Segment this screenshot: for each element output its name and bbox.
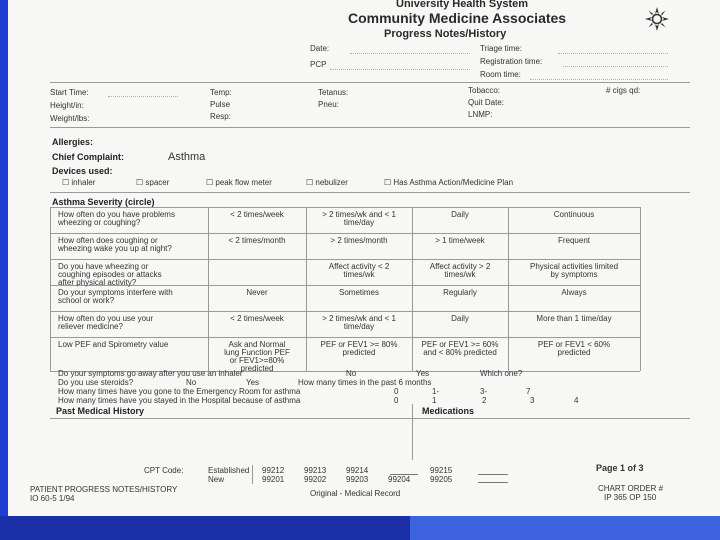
cpt-label: CPT Code:: [144, 466, 184, 475]
severity-option[interactable]: Sometimes: [338, 288, 380, 297]
severity-question: How often do you have problems: [58, 210, 175, 219]
followup-q1-yes: Yes: [416, 369, 430, 378]
severity-question: wheezing or coughing?: [58, 218, 141, 227]
cpt-new-label: New: [208, 475, 225, 484]
followup-q4-opt-1: 1: [432, 396, 437, 405]
severity-option[interactable]: More than 1 time/day: [536, 314, 612, 323]
severity-option[interactable]: Ask and Normal: [228, 340, 286, 349]
form-code: IO 60-5 1/94: [30, 494, 75, 503]
followup-q2-no: No: [186, 378, 197, 387]
weight-label: Weight/lbs:: [50, 114, 90, 123]
severity-option[interactable]: Regularly: [443, 288, 477, 297]
devices-label: Devices used:: [52, 166, 113, 176]
device-action-plan: ☐ Has Asthma Action/Medicine Plan: [384, 178, 514, 187]
cpt-est-0: 99212: [262, 466, 285, 475]
severity-col-line: [306, 207, 307, 371]
cpt-new-3: 99204: [388, 475, 411, 484]
severity-option[interactable]: by symptoms: [550, 270, 598, 279]
scanned-document: [8, 0, 720, 516]
cpt-est-1: 99213: [304, 466, 327, 475]
followup-q3-opt-0: 0: [394, 387, 399, 396]
resp-label: Resp:: [210, 112, 231, 121]
left-accent-bar: [0, 0, 8, 540]
cpt-new-2: 99203: [346, 475, 369, 484]
severity-option[interactable]: Continuous: [553, 210, 595, 219]
severity-option[interactable]: Daily: [451, 210, 469, 219]
device-inhaler: ☐ inhaler: [62, 178, 96, 187]
chief-complaint-label: Chief Complaint:: [52, 152, 124, 162]
followup-q2-count: How many times in the past 6 months: [298, 378, 432, 387]
system-name: University Health System: [396, 0, 529, 10]
severity-option[interactable]: Affect activity > 2: [429, 262, 491, 271]
date-label: Date:: [310, 44, 330, 53]
temp-label: Temp:: [210, 88, 232, 97]
medications-label: Medications: [422, 406, 475, 416]
past-medical-history-label: Past Medical History: [56, 406, 145, 416]
followup-q3-opt-2: 3-: [480, 387, 488, 396]
severity-option[interactable]: and < 80% predicted: [423, 348, 497, 357]
bottom-band: [0, 516, 720, 540]
severity-question: Low PEF and Spirometry value: [58, 340, 169, 349]
bottom-band-light: [410, 516, 720, 540]
tetanus-label: Tetanus:: [318, 88, 349, 97]
followup-q3-opt-1: 1-: [432, 387, 440, 396]
severity-question: reliever medicine?: [58, 322, 123, 331]
severity-option[interactable]: Frequent: [557, 236, 591, 245]
severity-col-line: [208, 207, 209, 371]
cpt-est-2: 99214: [346, 466, 369, 475]
quit-date-label: Quit Date:: [468, 98, 505, 107]
form-title: Progress Notes/History: [384, 28, 507, 40]
followup-q4-opt-4: 4: [574, 396, 579, 405]
severity-question: Do you have wheezing or: [58, 262, 149, 271]
severity-question: How often do you use your: [58, 314, 154, 323]
severity-option[interactable]: or FEV1>=80%: [229, 356, 285, 365]
severity-option[interactable]: times/wk: [343, 270, 375, 279]
tobacco-label: Tobacco:: [468, 86, 501, 95]
org-name: Community Medicine Associates: [348, 10, 567, 26]
room-time-label: Room time:: [480, 70, 521, 79]
severity-option[interactable]: PEF or FEV1 >= 80%: [320, 340, 398, 349]
star-logo-icon: [644, 6, 670, 32]
severity-option[interactable]: predicted: [240, 364, 274, 373]
severity-option[interactable]: Affect activity < 2: [328, 262, 390, 271]
severity-question: wheezing wake you up at night?: [58, 244, 172, 253]
followup-q3-opt-3: 7: [526, 387, 531, 396]
followup-q1-no: No: [346, 369, 357, 378]
severity-question: coughing episodes or attacks: [58, 270, 162, 279]
severity-option[interactable]: PEF or FEV1 >= 60%: [421, 340, 499, 349]
severity-option[interactable]: predicted: [557, 348, 591, 357]
triage-time-label: Triage time:: [480, 44, 522, 53]
followup-q1: Do your symptoms go away after you use an inhaler: [58, 369, 243, 378]
page-number: Page 1 of 3: [596, 463, 644, 473]
form-footer-title: PATIENT PROGRESS NOTES/HISTORY: [30, 485, 178, 494]
severity-row-line: [50, 285, 640, 286]
followup-q1-which: Which one?: [480, 369, 523, 378]
severity-option[interactable]: lung Function PEF: [224, 348, 290, 357]
severity-option[interactable]: PEF or FEV1 < 60%: [537, 340, 611, 349]
severity-option[interactable]: Always: [561, 288, 587, 297]
followup-q4-opt-2: 2: [482, 396, 487, 405]
start-time-label: Start Time:: [50, 88, 89, 97]
severity-row-line: [50, 233, 640, 234]
chart-order-label: CHART ORDER #: [598, 484, 664, 493]
severity-option[interactable]: > 2 times/wk and < 1: [322, 210, 396, 219]
cpt-new-4: 99205: [430, 475, 453, 484]
followup-q4-opt-3: 3: [530, 396, 535, 405]
severity-col-line: [508, 207, 509, 371]
severity-title: Asthma Severity (circle): [52, 197, 155, 207]
bottom-band-dark: [0, 516, 410, 540]
followup-q4-opt-0: 0: [394, 396, 399, 405]
severity-option[interactable]: < 2 times/week: [230, 314, 284, 323]
cigs-label: # cigs qd:: [606, 86, 641, 95]
registration-time-label: Registration time:: [480, 57, 543, 66]
device-nebulizer: ☐ nebulizer: [306, 178, 348, 187]
severity-col-line: [640, 207, 641, 371]
followup-q2-yes: Yes: [246, 378, 260, 387]
chart-order-codes: IP 365 OP 150: [604, 493, 657, 502]
severity-question: Do your symptoms interfere with: [58, 288, 173, 297]
severity-option[interactable]: times/wk: [444, 270, 476, 279]
cpt-est-3: 99215: [430, 466, 453, 475]
distribution-note: Original - Medical Record: [310, 489, 401, 498]
followup-q2: Do you use steroids?: [58, 378, 134, 387]
severity-option[interactable]: < 2 times/month: [228, 236, 286, 245]
height-label: Height/in:: [50, 101, 84, 110]
device-spacer: ☐ spacer: [136, 178, 170, 187]
chief-complaint-value: Asthma: [168, 151, 206, 163]
severity-option[interactable]: time/day: [343, 218, 375, 227]
severity-row-line: [50, 207, 640, 208]
severity-question: How often does coughing or: [58, 236, 158, 245]
cpt-new-1: 99202: [304, 475, 327, 484]
lnmp-label: LNMP:: [468, 110, 493, 119]
cpt-established-label: Established: [208, 466, 250, 475]
followup-q3: How many times have you gone to the Emergency Room for asthma: [58, 387, 301, 396]
severity-option[interactable]: > 2 times/wk and < 1: [322, 314, 396, 323]
severity-option[interactable]: > 2 times/month: [330, 236, 388, 245]
severity-col-line: [412, 207, 413, 371]
severity-option[interactable]: predicted: [342, 348, 376, 357]
severity-question: after physical activity?: [58, 278, 137, 287]
severity-question: school or work?: [58, 296, 115, 305]
severity-col-line: [50, 207, 51, 371]
severity-row-line: [50, 337, 640, 338]
severity-row-line: [50, 311, 640, 312]
pneu-label: Pneu:: [318, 100, 339, 109]
severity-option[interactable]: < 2 times/week: [230, 210, 284, 219]
pulse-label: Pulse: [210, 100, 231, 109]
pcp-label: PCP: [310, 60, 327, 69]
severity-row-line: [50, 259, 640, 260]
followup-q4: How many times have you stayed in the Hospital because of asthma: [58, 396, 301, 405]
severity-option[interactable]: > 1 time/week: [435, 236, 485, 245]
severity-option[interactable]: Daily: [451, 314, 469, 323]
allergies-label: Allergies:: [52, 137, 94, 147]
severity-option[interactable]: Physical activities limited: [529, 262, 619, 271]
severity-option[interactable]: Never: [246, 288, 268, 297]
device-peak-flow-meter: ☐ peak flow meter: [206, 178, 272, 187]
severity-option[interactable]: time/day: [343, 322, 375, 331]
cpt-new-0: 99201: [262, 475, 285, 484]
